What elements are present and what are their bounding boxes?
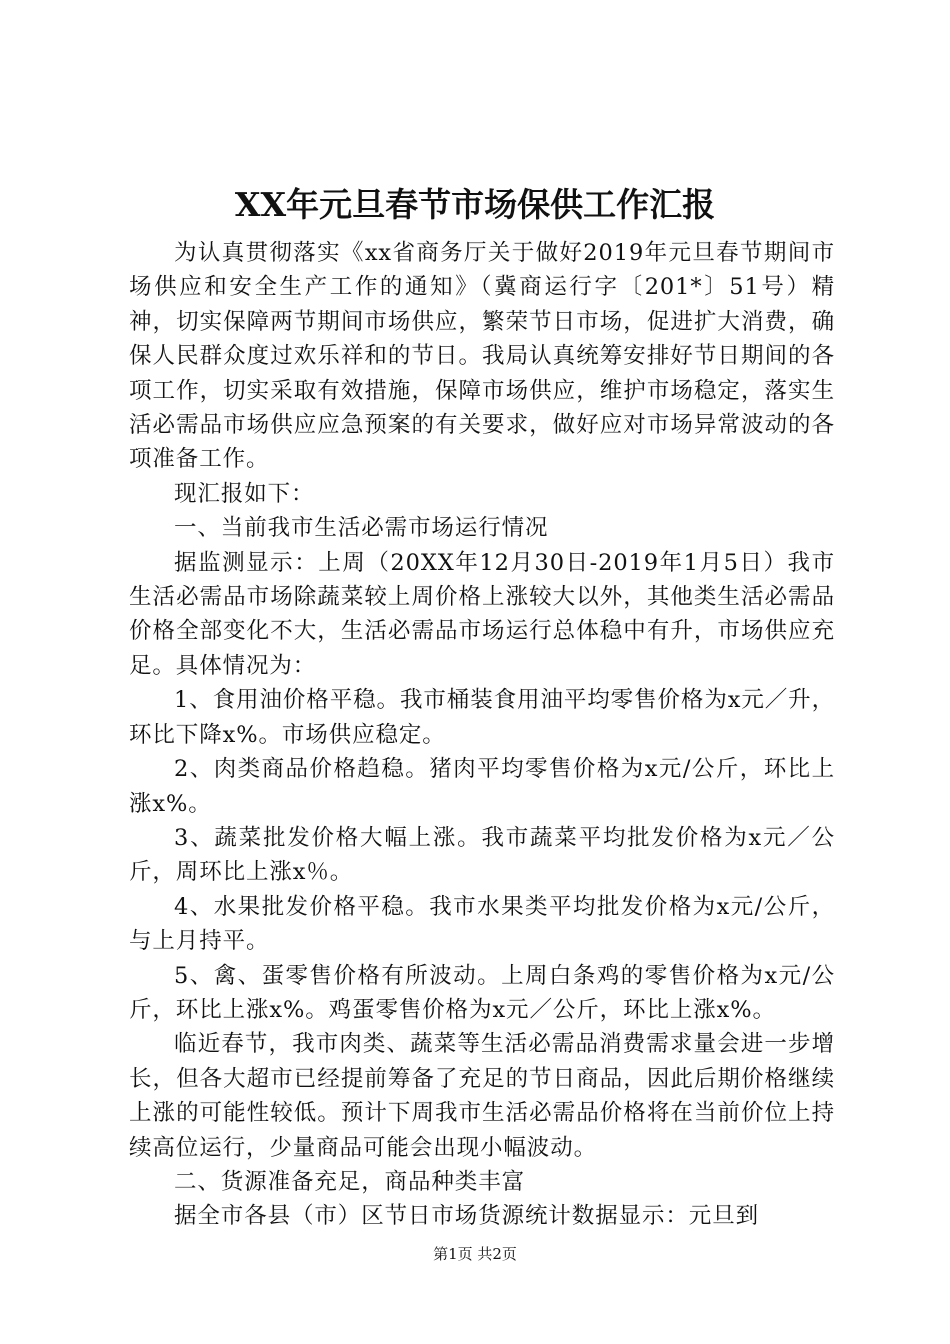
paragraph-supply-stats: 据全市各县（市）区节日市场货源统计数据显示：元旦到 [174,1203,760,1230]
paragraph-item-meat: 2、肉类商品价格趋稳。猪肉平均零售价格为x元/公斤，环比上涨x%。 [129,756,835,817]
paragraph-intro: 为认真贯彻落实《xx省商务厅关于做好2019年元旦春节期间市场供应和安全生产工作的通知》（冀商运行字〔201*〕51号）精神，切实保障两节期间市场供应，繁荣节日市场，促进扩大消费，确保人民群众度过欢乐祥和的节日。我局认真统筹安排好节日期间的各项工作，切实采取有效措施，保障市场供应，维护市场稳定，落实生活必需品市场供应应急预案的有关要求，做好应对市场异常波动的各项准备工作。 [129,240,835,473]
paragraph-outlook: 临近春节，我市肉类、蔬菜等生活必需品消费需求量会进一步增长，但各大超市已经提前筹备了充足的节日商品，因此后期价格继续上涨的可能性较低。预计下周我市生活必需品价格将在当前价位上持续高位运行，少量商品可能会出现小幅波动。 [129,1031,835,1161]
page-footer: 第1页 共2页 [433,1245,517,1263]
section-heading-2: 二、货源准备充足，商品种类丰富 [174,1168,526,1195]
paragraph-item-vegetables: 3、蔬菜批发价格大幅上涨。我市蔬菜平均批发价格为x元／公斤，周环比上涨x％。 [129,824,835,886]
document-title: XX年元旦春节市场保供工作汇报 [234,185,716,224]
paragraph-monitoring: 据监测显示：上周（20XX年12月30日-2019年1月5日）我市生活必需品市场除蔬菜较上周价格上涨较大以外，其他类生活必需品价格全部变化不大，生活必需品市场运行总体稳中有升，市场供应充足。具体情况为： [129,549,835,679]
paragraph-item-poultry-eggs: 5、禽、蛋零售价格有所波动。上周白条鸡的零售价格为x元/公斤，环比上涨x%。鸡蛋零售价格为x元／公斤，环比上涨x%。 [129,962,835,1023]
section-heading-1: 一、当前我市生活必需市场运行情况 [174,515,549,542]
paragraph-report-lead: 现汇报如下： [174,480,315,507]
paragraph-item-fruit: 4、水果批发价格平稳。我市水果类平均批发价格为x元/公斤，与上月持平。 [129,893,835,955]
document-body [129,236,835,1234]
paragraph-item-oil: 1、食用油价格平稳。我市桶装食用油平均零售价格为x元／升，环比下降x%。市场供应稳定。 [129,687,835,748]
